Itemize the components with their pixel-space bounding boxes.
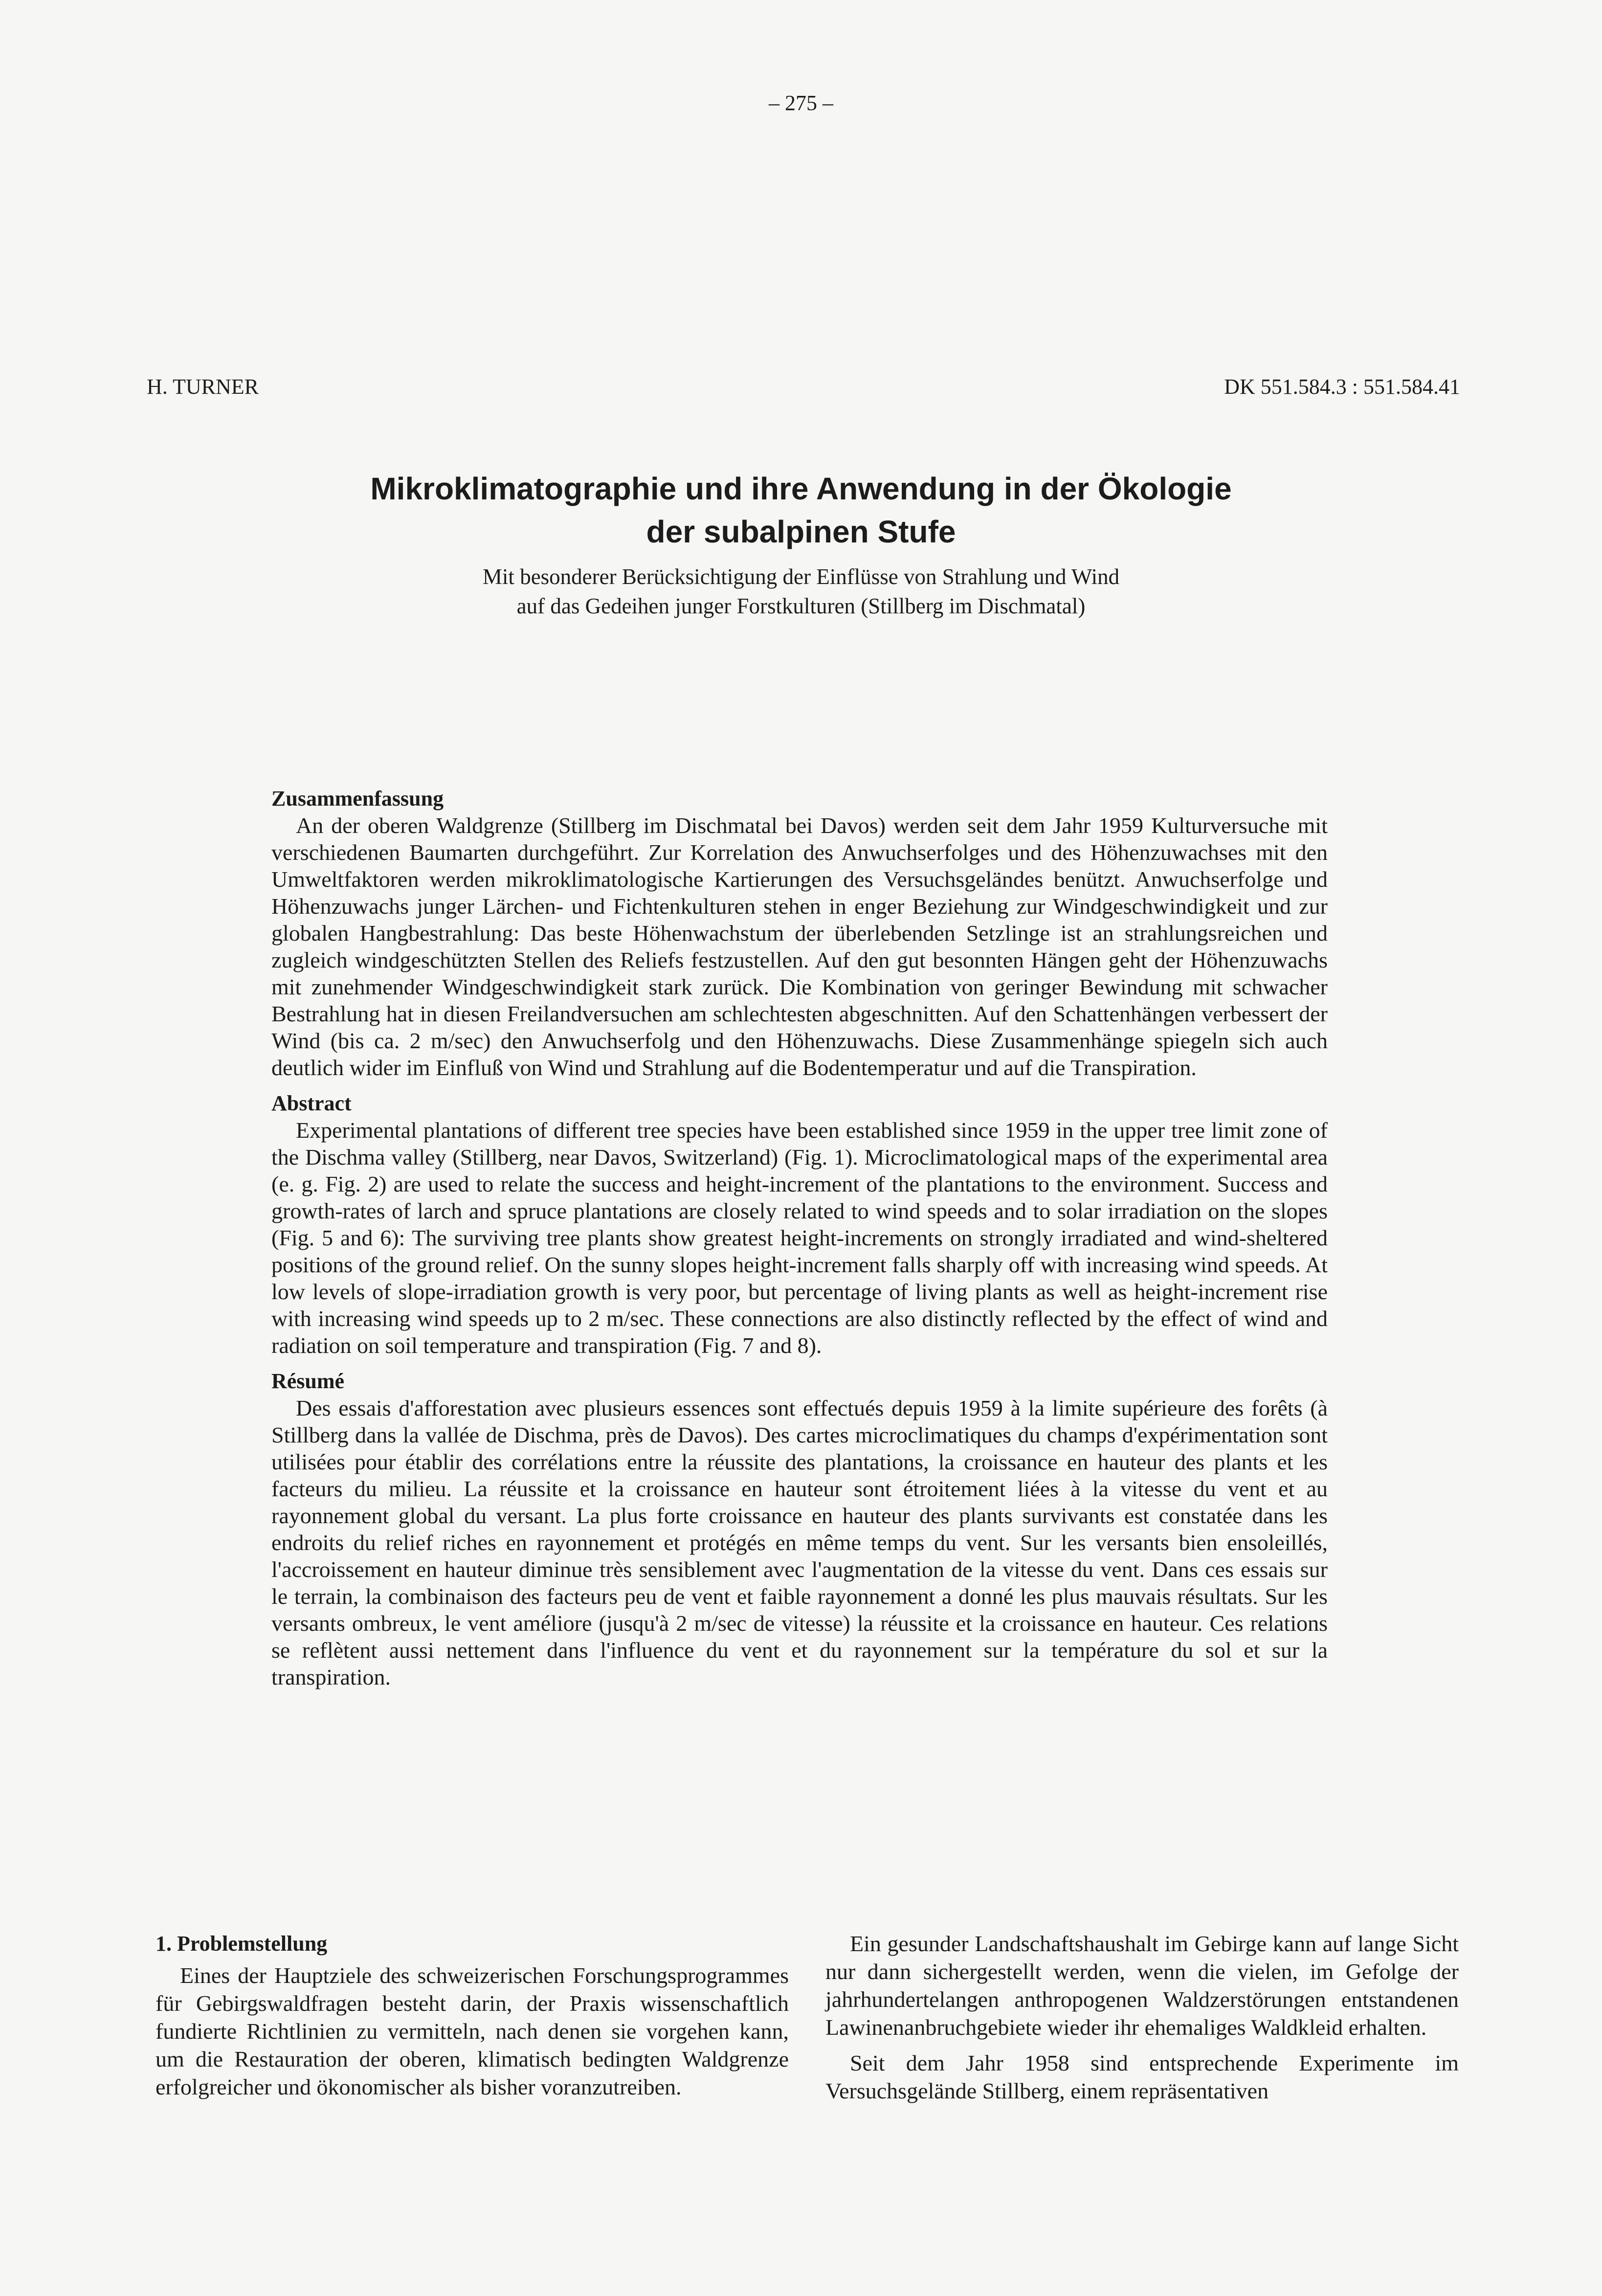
title-line-1: Mikroklimatographie und ihre Anwendung in der Ökologie	[370, 471, 1232, 506]
page-number: – 275 –	[769, 91, 833, 115]
author-name: H. TURNER	[147, 375, 259, 399]
resume-text: Des essais d'afforestation avec plusieurs essences sont effectués depuis 1959 à la limite supérieure des forêts (à Stillberg dans la vallée de Dischma, près de Davos). Des cartes microclimatiques du champs d'expérimentation sont utilisées pour établir des corrélations entre la réussite des plantations, la croissance en hauteur des plants et les facteurs du milieu. La réussite et la croissance en hauteur sont étroitement liées à la vitesse du vent et au rayonnement global du versant. La plus forte croissance en hauteur des plants survivants est constatée dans les endroits du relief riches en rayonnement et protégés en même temps du vent. Sur les versants bien ensoleillés, l'accroissement en hauteur diminue très sensiblement avec l'augmentation de la vitesse du vent. Dans ces essais sur le terrain, la combinaison des facteurs peu de vent et faible rayonnement a donné les plus mauvais résultats. Sur les versants ombreux, le vent améliore (jusqu'à 2 m/sec de vitesse) la réussite et la croissance en hauteur. Ces relations se reflètent aussi nettement dans l'influence du vent et du rayonnement sur la température du sol et sur la transpiration.	[271, 1396, 1328, 1689]
dk-classification: DK 551.584.3 : 551.584.41	[1224, 375, 1460, 399]
abstract-heading: Abstract	[271, 1091, 352, 1115]
resume-heading: Résumé	[271, 1369, 345, 1393]
right-column	[825, 1930, 1459, 2113]
section-1-right-text-1: Ein gesunder Landschaftshaushalt im Gebirge kann auf lange Sicht nur dann sichergestellt werden, wenn die vielen, im Gefolge der jahrhundertelangen anthropogenen Waldzerstörungen entstandenen Lawinenanbruchgebiete wieder ihr ehemaliges Waldkleid erhalten.	[825, 1931, 1459, 2040]
subtitle	[0, 562, 1602, 621]
summaries	[271, 785, 1328, 1699]
title-block	[0, 467, 1602, 621]
section-1-right-text-2: Seit dem Jahr 1958 sind entsprechende Experimente im Versuchsgelände Stillberg, einem repräsentativen	[825, 2050, 1459, 2103]
left-column	[156, 1930, 789, 2113]
abstract-text: Experimental plantations of different tree species have been established since 1959 in the upper tree limit zone of the Dischma valley (Stillberg, near Davos, Switzerland) (Fig. 1). Microclimatological maps of the experimental area (e. g. Fig. 2) are used to relate the success and height-increment of the plantations to the environment. Success and growth-rates of larch and spruce plantations are closely related to wind speeds and to solar irradiation on the slopes (Fig. 5 and 6): The surviving tree plants show greatest height-increments on strongly irradiated and wind-sheltered positions of the ground relief. On the sunny slopes height-increment falls sharply off with increasing wind speeds. At low levels of slope-irradiation growth is very poor, but percentage of living plants as well as height-increment rise with increasing wind speeds up to 2 m/sec. These connections are also distinctly reflected by the effect of wind and radiation on soil temperature and transpiration (Fig. 7 and 8).	[271, 1118, 1328, 1358]
section-1-left-text: Eines der Hauptziele des schweizerischen Forschungsprogrammes für Gebirgswaldfragen besteht darin, der Praxis wissenschaftlich fundierte Richtlinien zu vermitteln, nach denen sie vorgehen kann, um die Restauration der oberen, klimatisch bedingten Waldgrenze erfolgreicher und ökonomischer als bisher voranzutreiben.	[156, 1963, 789, 2099]
zusammenfassung-text: An der oberen Waldgrenze (Stillberg im Dischmatal bei Davos) werden seit dem Jahr 1959 Kulturversuche mit verschiedenen Baumarten durchgeführt. Zur Korrelation des Anwuchserfolges und des Höhenzuwachses mit den Umweltfaktoren werden mikroklimatologische Kartierungen des Versuchsgeländes benützt. Anwuchserfolge und Höhenzuwachs junger Lärchen- und Fichtenkulturen stehen in enger Beziehung zur Windgeschwindigkeit und zur globalen Hangbestrahlung: Das beste Höhenwachstum der überlebenden Setzlinge ist an strahlungsreichen und zugleich windgeschützten Stellen des Reliefs festzustellen. Auf den gut besonnten Hängen geht der Höhenzuwachs mit zunehmender Windgeschwindigkeit stark zurück. Die Kombination von geringer Bewindung mit schwacher Bestrahlung hat in diesen Freilandversuchen am schlechtesten abgeschnitten. Auf den Schattenhängen verbessert der Wind (bis ca. 2 m/sec) den Anwuchserfolg und den Höhenzuwachs. Diese Zusammenhänge spiegeln sich auch deutlich wider im Einfluß von Wind und Strahlung auf die Bodentemperatur und auf die Transpiration.	[271, 813, 1328, 1080]
section-1-heading: 1. Problemstellung	[156, 1932, 328, 1956]
subtitle-line-1: Mit besonderer Berücksichtigung der Einflüsse von Strahlung und Wind	[482, 564, 1120, 589]
title-line-2: der subalpinen Stufe	[646, 514, 956, 549]
zusammenfassung-heading: Zusammenfassung	[271, 787, 444, 810]
body-columns	[156, 1930, 1459, 2113]
subtitle-line-2: auf das Gedeihen junger Forstkulturen (Stillberg im Dischmatal)	[516, 594, 1086, 618]
